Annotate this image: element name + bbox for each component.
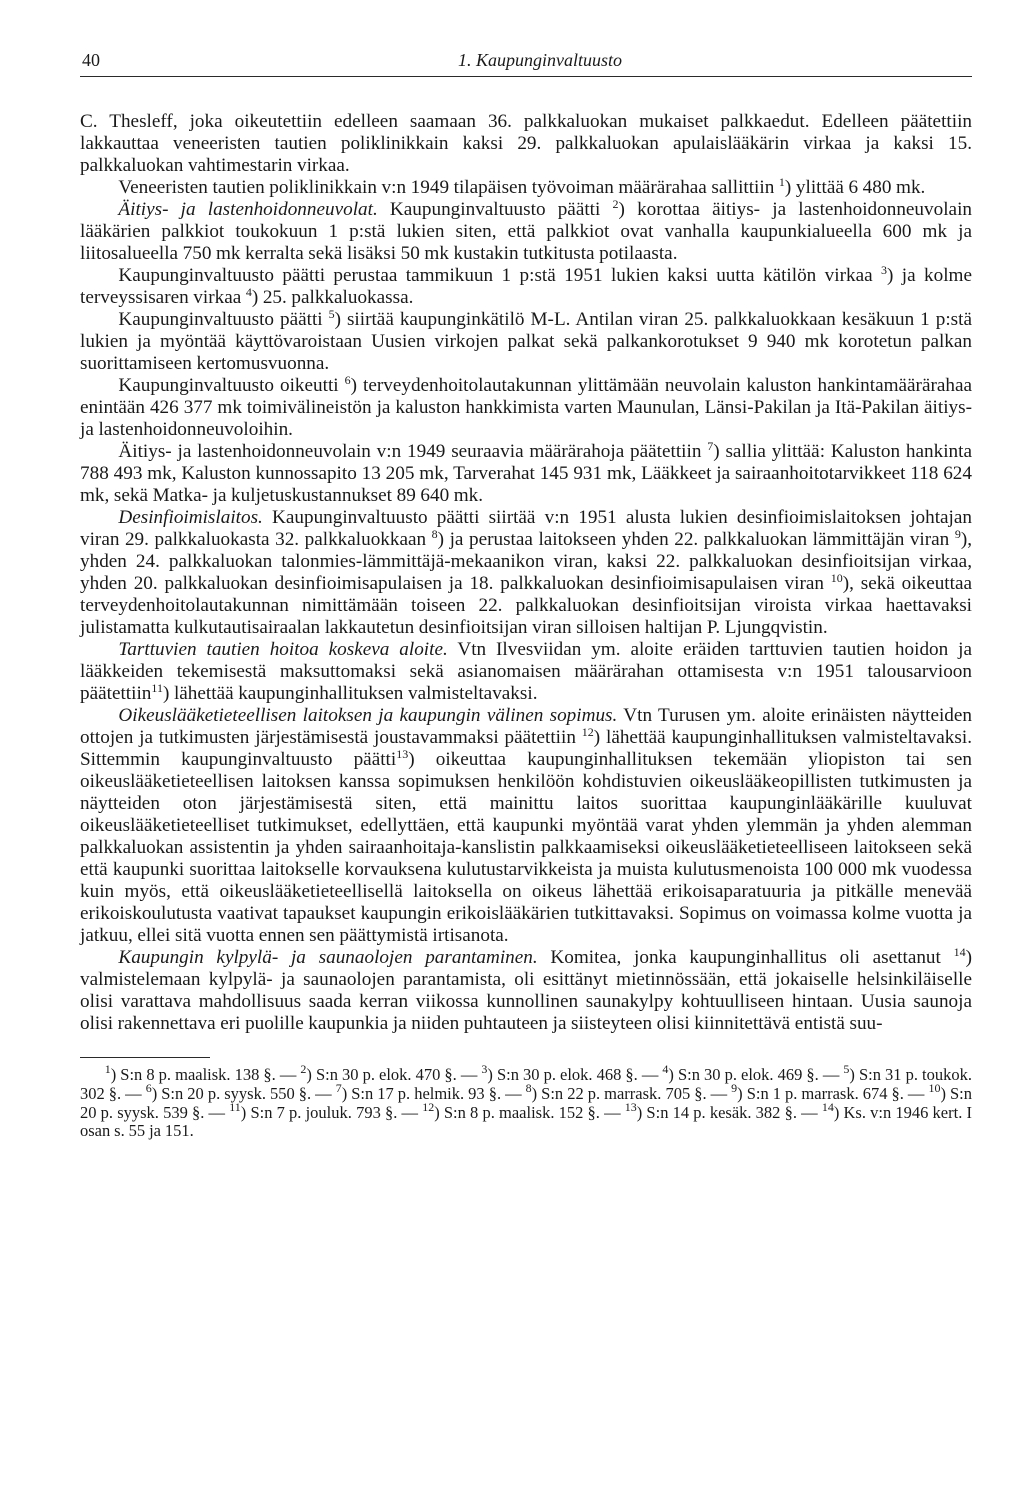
footnote-text: ) S:n 1 p. marrask. 674 §. — [737, 1083, 929, 1103]
text-run: Kaupunginvaltuusto päätti [377, 199, 613, 220]
footnote-ref[interactable]: 6 [344, 373, 351, 387]
text-run: ) sallia ylittää: Kaluston hankinta 788 493 mk, Kaluston kunnossapito 13 205 mk, Tarverahat 145 931 mk, Lääkkeet ja sairaanhoitotarvikkeet 118 624 mk, sekä Matka- ja kuljetuskustannukset 89 640 mk. [80, 441, 972, 506]
footnote-text: ) S:n 14 p. kesäk. 382 §. — [636, 1102, 822, 1122]
footnote-ref[interactable]: 12 [581, 725, 594, 739]
footnote [624, 1099, 822, 1122]
footnote-text: ) S:n 20 p. syysk. 539 §. — [80, 1083, 972, 1122]
footnote-mark: 12 [422, 1099, 435, 1114]
text-run: C. Thesleff, joka oikeutettiin edelleen saamaan 36. palkkaluokan mukaiset palkkaedut. Edelleen päätettiin lakkauttaa veneeristen tautien poliklinikkain kaksi 29. palkkaluokan apulaislääkärin virkaa ja kaksi 15. palkkaluokan vahtimestarin virkaa. [80, 111, 972, 176]
text-run: ) korottaa äitiys- ja lastenhoidonneuvolain lääkärien palkkiot toukokuun 1 p:stä lukien siten, että palkkiot ovat vanhalla kaupunkialueella 600 mk ja liitosalueella 750 mk kerralta sekä lisäksi 50 mk kustakin tutkitusta potilaasta. [80, 199, 972, 264]
footnote-text: ) S:n 8 p. maalisk. 152 §. — [434, 1102, 625, 1122]
text-run: ) ja kolme terveyssisaren virkaa [80, 265, 972, 308]
page [80, 46, 972, 1141]
paragraph [80, 265, 972, 309]
paragraph [80, 199, 972, 265]
footnote-divider [80, 1057, 210, 1058]
footnote-ref[interactable]: 2 [612, 197, 619, 211]
body-text [80, 111, 972, 1035]
text-run: Kaupunginvaltuusto päätti [118, 309, 329, 330]
footnote [229, 1099, 423, 1122]
page-number: 40 [82, 50, 100, 70]
paragraph [80, 309, 972, 375]
footnote-text: ) S:n 8 p. maalisk. 138 §. — [110, 1065, 301, 1084]
footnote-mark: 3 [481, 1062, 488, 1076]
footnote-text: ) S:n 30 p. elok. 469 §. — [668, 1065, 844, 1084]
footnote-mark: 10 [928, 1080, 941, 1095]
text-run: Veneeristen tautien poliklinikkain v:n 1949 tilapäisen työvoiman määrärahaa sallittiin [118, 177, 779, 198]
text-run: ) ylittää 6 480 mk. [784, 177, 926, 198]
footnote-text: ) S:n 22 p. marrask. 705 §. — [531, 1083, 732, 1103]
text-run: Vtn Ilvesviidan ym. aloite eräiden tarttuvien tautien hoidon ja lääkkeiden tekemisestä maksuttomaksi sekä asianomaisen määrärahan ottamisesta v:n 1951 talousarvioon päätettiin [80, 639, 972, 704]
footnote-ref[interactable]: 7 [707, 439, 714, 453]
paragraph [80, 947, 972, 1035]
footnote-text: ) Ks. v:n 1946 kert. I osan s. 55 ja 151. [80, 1102, 972, 1141]
running-title: 1. Kaupunginvaltuusto [458, 50, 623, 70]
footnote-ref[interactable]: 3 [881, 263, 887, 277]
footnote-block [80, 1062, 972, 1141]
footnote-text: ) S:n 31 p. toukok. 302 §. — [80, 1065, 972, 1103]
footnote-mark: 9 [731, 1080, 738, 1095]
text-run: ), sekä oikeuttaa terveydenhoitolautakunnan nimittämään toiseen 22. palkkaluokan desinfioitsijan viroista virkaa haettavaksi julistamatta kulkutautisairaalan lakkautetun desinfioitsijan viran silloisen haltijan P. Ljungqvistin. [80, 573, 972, 638]
paragraph [80, 375, 972, 441]
text-run: Äitiys- ja lastenhoidonneuvolain v:n 1949 seuraavia määrärahoja päätettiin [118, 441, 708, 462]
section-heading: Tarttuvien tautien hoitoa koskeva aloite. [118, 639, 448, 660]
section-heading: Oikeuslääketieteellisen laitoksen ja kaupungin välinen sopimus. [118, 705, 618, 726]
footnote-text: ) S:n 17 p. helmik. 93 §. — [341, 1083, 526, 1103]
footnote-mark: 1 [104, 1062, 111, 1076]
text-run: ) siirtää kaupunginkätilö M-L. Antilan viran 25. palkkaluokkaan kesäkuun 1 p:stä lukien ja myöntää käyttövaroistaan Uusien virkojen palkat sekä palkankorotukset 9 940 mk korotetun palkan suorittamiseen kertomusvuonna. [80, 309, 972, 374]
text-run: ) lähettää kaupunginhallituksen valmisteltavaksi. [162, 683, 538, 704]
footnote-mark: 4 [662, 1062, 669, 1076]
section-heading: Äitiys- ja lastenhoidonneuvolat. [118, 199, 378, 220]
footnote-mark: 2 [300, 1062, 307, 1076]
text-run: Vtn Turusen ym. aloite erinäisten näytteiden ottojen ja tutkimusten järjestämisestä joustavammaksi päätettiin [80, 705, 972, 748]
text-run: ) 25. palkkaluokassa. [251, 287, 414, 308]
footnote-ref[interactable]: 13 [396, 747, 409, 761]
footnotes [80, 1062, 972, 1141]
footnote [481, 1062, 663, 1084]
paragraph [80, 639, 972, 705]
text-run: Kaupunginvaltuusto päätti siirtää v:n 1951 alusta lukien desinfioimislaitoksen johtajan viran 29. palkkaluokasta 32. palkkaluokkaan [80, 507, 972, 550]
footnote-mark: 7 [335, 1080, 342, 1095]
paragraph [80, 177, 972, 199]
text-run: ) ja perustaa laitokseen yhden 22. palkkaluokan lämmittäjän viran [437, 529, 955, 550]
footnote-text: ) S:n 30 p. elok. 470 §. — [306, 1065, 482, 1084]
text-run: Kaupunginvaltuusto oikeutti [118, 375, 345, 396]
paragraph [80, 441, 972, 507]
text-run: ) lähettää kaupunginhallituksen valmisteltavaksi. Sittemmin kaupunginvaltuusto päätti [80, 727, 972, 770]
footnote [104, 1062, 301, 1084]
footnote [300, 1062, 482, 1084]
text-run: ) terveydenhoitolautakunnan ylittämään neuvolain kaluston hankintamäärärahaa enintään 426 377 mk toimivälineistön ja kaluston hankkimista varten Maunulan, Länsi-Pakilan ja Itä-Pakilan äitiys- ja lastenhoidonneuvoloihin. [80, 375, 972, 440]
text-run: ), yhden 24. palkkaluokan talonmies-lämmittäjä-mekaanikon viran, kaksi 22. palkkaluokan desinfioitsijan virkaa, yhden 20. palkkaluokan desinfioimisapulaisen ja 18. palkkaluokan desinfioimisapulaisen viran [80, 529, 972, 594]
section-heading: Desinfioimislaitos. [118, 507, 263, 528]
text-run: ) valmistelemaan kylpylä- ja saunaolojen parantamista, oli esittänyt mietinnössään, että jokaiselle helsinkiläiselle olisi varattava mahdollisuus saada kerran viikossa kunnollinen saunakylpy kohtuulliseen hintaan. Uusia saunoja olisi rakennettava eri puolille kaupunkia ja niiden puhtauteen ja siisteyteen olisi kiinnitettävä entistä suu- [80, 947, 972, 1034]
footnote-mark: 6 [145, 1080, 152, 1095]
footnote-mark: 13 [624, 1099, 637, 1114]
footnote-mark: 14 [821, 1099, 834, 1114]
footnote-ref[interactable]: 8 [431, 527, 438, 541]
footnote-ref[interactable]: 9 [954, 527, 961, 541]
footnote-text: ) S:n 20 p. syysk. 550 §. — [151, 1083, 336, 1103]
page-header [80, 46, 972, 77]
footnote-ref[interactable]: 14 [953, 945, 966, 959]
footnote-ref[interactable]: 5 [328, 307, 335, 321]
footnote-text: ) S:n 30 p. elok. 468 §. — [487, 1065, 663, 1084]
paragraph [80, 507, 972, 639]
footnote [422, 1099, 625, 1122]
text-run: Kaupunginvaltuusto päätti perustaa tammikuun 1 p:stä 1951 lukien kaksi uutta kätilön virkaa [118, 265, 881, 286]
footnote-text: ) S:n 7 p. jouluk. 793 §. — [240, 1102, 423, 1122]
text-run: Komitea, jonka kaupunginhallitus oli asettanut [537, 947, 954, 968]
footnote-ref[interactable]: 10 [830, 571, 843, 585]
text-run: ) oikeuttaa kaupunginhallituksen tekemään yliopiston tai sen oikeuslääketieteellisen laitoksen kanssa sopimuksen henkilöön kohdistuvien oikeuslääkeopillisten tutkimusten ja näytteiden oton järjestämisestä siten, että mainittu laitos suorittaa kaupunginlääkärille kuuluvat oikeuslääketieteelliset tutkimukset, edellyttäen, että kaupunki myöntää varat yhden ylemmän ja yhden alemman palkkaluokan assistentin ja yhden sairaanhoitaja-kanslistin palkkaamiseksi oikeuslääketieteelliseen laitokseen sekä että kaupunki suorittaa laitokselle korvauksena kulutustarvikkeista ja muista kulutusmenoista 100 000 mk vuodessa kuin myös, että oikeuslääketieteellisellä laitoksella on oikeus lähettää erikoisaparatuuria ja pitkälle menevää erikoiskoulutusta vaativat tapaukset kaupungin erikoislääkärien tutkittavaksi. Sopimus on voimassa kolme vuotta ja jatkuu, ellei sitä vuotta ennen sen päättymistä irtisanota. [80, 749, 972, 946]
footnote-mark: 11 [229, 1099, 241, 1114]
footnote-ref[interactable]: 11 [151, 681, 163, 695]
footnote [662, 1062, 844, 1084]
paragraph [80, 111, 972, 177]
footnote-mark: 5 [843, 1062, 850, 1076]
section-heading: Kaupungin kylpylä- ja saunaolojen parantaminen. [118, 947, 538, 968]
footnote-mark: 8 [525, 1080, 532, 1095]
footnote-ref[interactable]: 1 [778, 175, 785, 189]
footnote-ref[interactable]: 4 [245, 285, 252, 299]
paragraph [80, 705, 972, 947]
